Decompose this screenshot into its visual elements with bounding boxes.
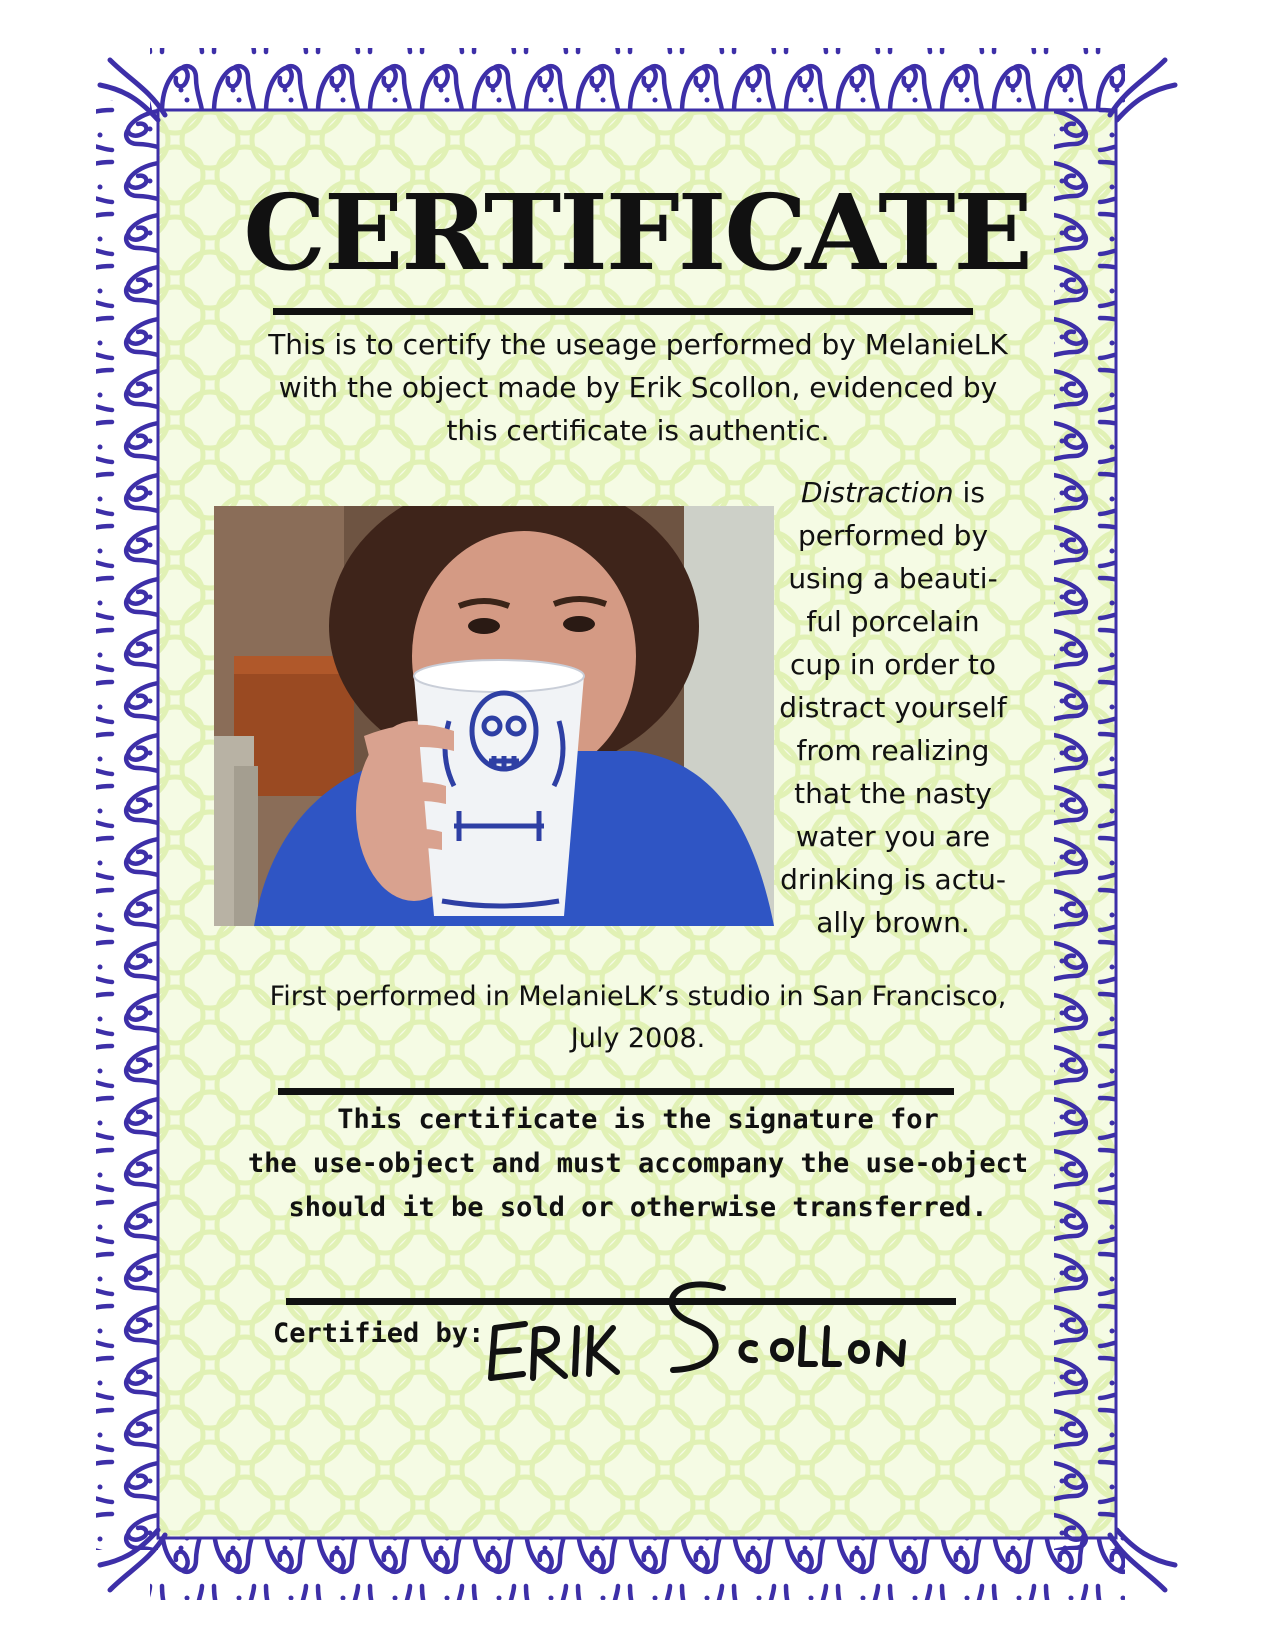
divider-top <box>273 308 973 315</box>
description-line: is <box>953 476 985 509</box>
description-line: ful porcelain <box>806 605 980 638</box>
description-line: water you are <box>795 820 991 853</box>
intro-line: this certificate is authentic. <box>446 414 830 447</box>
description-line: drinking is actu- <box>780 863 1006 896</box>
premiere-line: First performed in MelanieLK’s studio in San Francisco, <box>269 981 1007 1012</box>
description-line: that the nasty <box>794 777 992 810</box>
notice-line: the use-object and must accompany the use-object <box>247 1148 1029 1179</box>
certified-by-label: Certified by: <box>273 1318 485 1349</box>
description-text <box>768 471 1018 944</box>
certificate-body <box>168 118 1106 1526</box>
description-line: from realizing <box>796 734 990 767</box>
notice-line: should it be sold or otherwise transferred. <box>288 1192 988 1223</box>
work-title: Distraction <box>801 476 954 509</box>
intro-line: with the object made by Erik Scollon, evidenced by <box>278 371 998 404</box>
performance-photo <box>214 506 774 926</box>
intro-text <box>198 323 1078 452</box>
notice-text <box>178 1098 1098 1230</box>
certificate-title: CERTIFICATE <box>243 171 1031 294</box>
premiere-text <box>188 976 1088 1060</box>
description-line: cup in order to <box>790 648 996 681</box>
notice-line: This certificate is the signature for <box>337 1104 939 1135</box>
description-line: ally brown. <box>816 906 970 939</box>
description-line: using a beauti- <box>788 562 998 595</box>
divider-middle <box>278 1088 954 1095</box>
intro-line: This is to certify the useage performed by MelanieLK <box>268 328 1008 361</box>
description-line: performed by <box>797 519 989 552</box>
signature <box>473 1268 913 1388</box>
premiere-line: July 2008. <box>570 1023 706 1054</box>
description-line: distract yourself <box>779 691 1007 724</box>
